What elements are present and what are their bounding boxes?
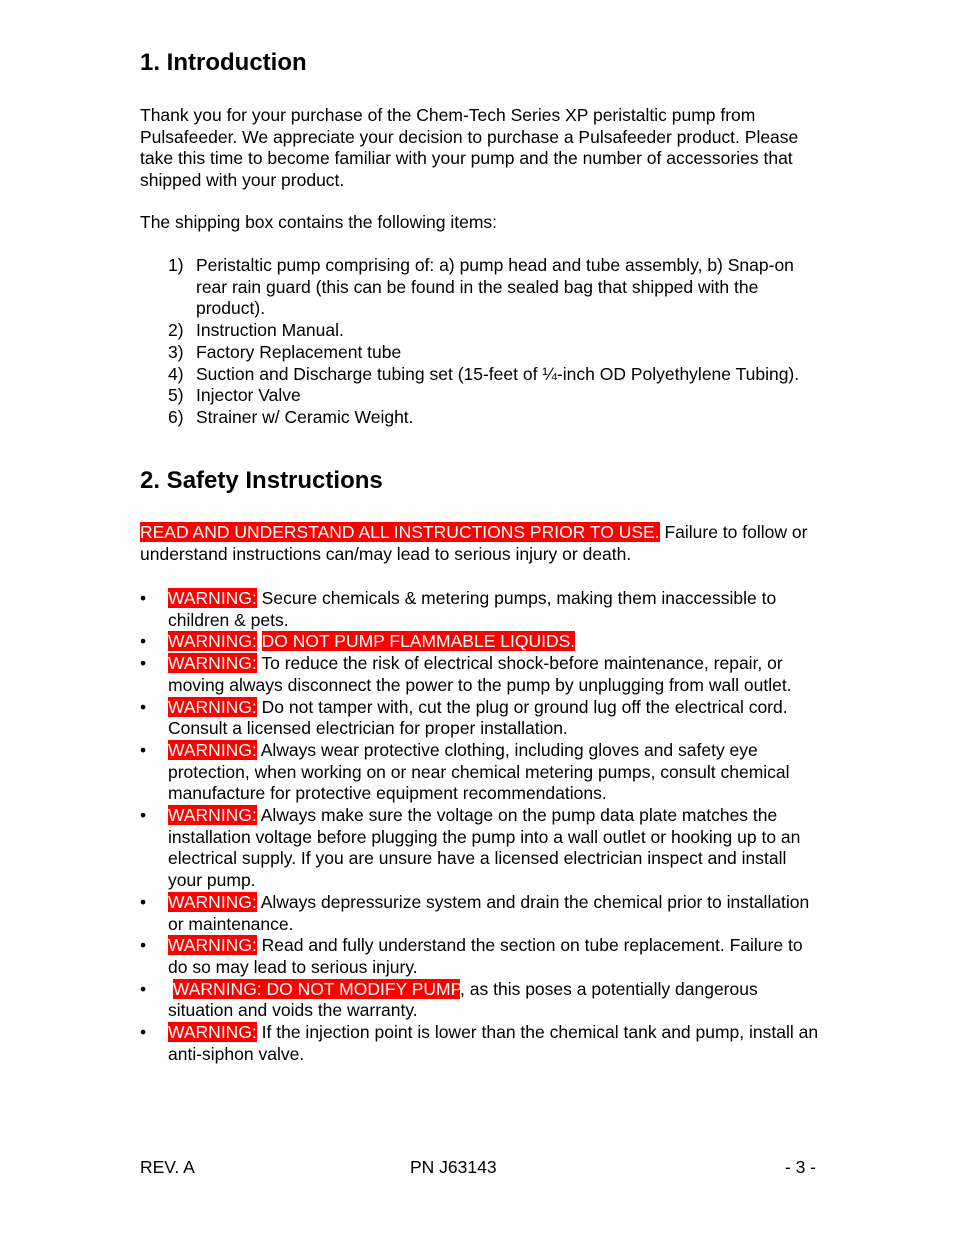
warning-label: WARNING: — [168, 631, 257, 652]
list-item: 5) Injector Valve — [168, 385, 301, 406]
warning-item: • WARNING: Secure chemicals & metering pumps, making them inaccessible to children & pets. — [140, 588, 777, 630]
warning-item: • WARNING: Read and fully understand the section on tube replacement. Failure to do so may lead to serious injury. — [140, 935, 803, 977]
shipping-box-intro: The shipping box contains the following items: — [140, 212, 498, 232]
warning-label: WARNING: — [168, 588, 257, 608]
warning-highlight: DO NOT PUMP FLAMMABLE LIQUIDS. — [261, 631, 576, 652]
warning-label: WARNING: — [168, 935, 257, 956]
bullet-icon: • — [140, 935, 147, 956]
safety-lead-paragraph: READ AND UNDERSTAND ALL INSTRUCTIONS PRIOR TO USE. Failure to follow or understand instructions can/may lead to serious injury or death. — [140, 522, 808, 564]
list-item: 2) Instruction Manual. — [168, 320, 344, 341]
warning-item: • WARNING: DO NOT MODIFY PUMP, as this poses a potentially dangerous situation and voids the warranty. — [140, 978, 758, 1021]
warning-item: • WARNING: If the injection point is lower than the chemical tank and pump, install an anti-siphon valve. — [140, 1022, 819, 1064]
list-item: 6) Strainer w/ Ceramic Weight. — [168, 406, 414, 427]
lead-highlight: READ AND UNDERSTAND ALL INSTRUCTIONS PRIOR TO USE. — [140, 522, 660, 542]
warning-label: WARNING: — [168, 739, 257, 760]
introduction-paragraph: Thank you for your purchase of the Chem-Tech Series XP peristaltic pump from Pulsafeeder. We appreciate your decision to purchase a Pulsafeeder product. Please take this time to become familiar with your pump and the number of accessories that shipped with your product. — [140, 105, 799, 191]
bullet-icon: • — [140, 653, 147, 674]
bullet-icon: • — [140, 805, 147, 826]
warning-item: • WARNING: Always make sure the voltage on the pump data plate matches the installation voltage before plugging the pump into a wall outlet or hooking up to an electrical supply. If you are unsure have a licensed electrician inspect and install your pump. — [140, 805, 801, 891]
warning-label: WARNING: — [168, 696, 257, 717]
warning-item — [140, 631, 820, 653]
warning-label: WARNING: — [168, 1022, 257, 1043]
bullet-icon: • — [140, 891, 147, 912]
warning-label: WARNING: — [168, 805, 257, 826]
warning-label: WARNING: — [168, 653, 257, 674]
bullet-icon: • — [140, 978, 147, 999]
warning-item: • WARNING: Always wear protective clothing, including gloves and safety eye protection, when working on or near chemical metering pumps, consult chemical manufacture for protective equipment recommendations. — [140, 739, 790, 804]
bullet-icon: • — [140, 696, 147, 717]
bullet-icon: • — [140, 1022, 147, 1043]
list-item: 1) Peristaltic pump comprising of: a) pump head and tube assembly, b) Snap-on rear rain guard (this can be found in the sealed bag that shipped with the product). — [168, 255, 794, 319]
warning-label: WARNING: DO NOT MODIFY PUMP — [172, 978, 461, 999]
shipping-items-list — [140, 255, 820, 429]
safety-heading: 2. Safety Instructions — [140, 467, 383, 494]
list-item: 4) Suction and Discharge tubing set (15-feet of ¼-inch OD Polyethylene Tubing). — [168, 363, 800, 384]
footer-part-number: PN J63143 — [410, 1157, 497, 1177]
bullet-icon: • — [140, 588, 147, 608]
bullet-icon: • — [140, 739, 147, 760]
warning-item: • WARNING: Always depressurize system and drain the chemical prior to installation or maintenance. — [140, 891, 810, 934]
warning-label: WARNING: — [168, 891, 257, 912]
warning-item: • WARNING: To reduce the risk of electrical shock-before maintenance, repair, or moving always disconnect the power to the pump by unplugging from wall outlet. — [140, 653, 792, 695]
warning-item: • WARNING: Do not tamper with, cut the plug or ground lug off the electrical cord. Consult a licensed electrician for proper installation. — [140, 696, 788, 739]
footer-revision: REV. A — [140, 1157, 195, 1177]
introduction-heading: 1. Introduction — [140, 49, 307, 76]
footer-page-number: - 3 - — [784, 1157, 816, 1177]
list-item: 3) Factory Replacement tube — [168, 341, 402, 362]
warnings-list — [140, 588, 820, 1065]
bullet-icon: • — [140, 631, 147, 652]
